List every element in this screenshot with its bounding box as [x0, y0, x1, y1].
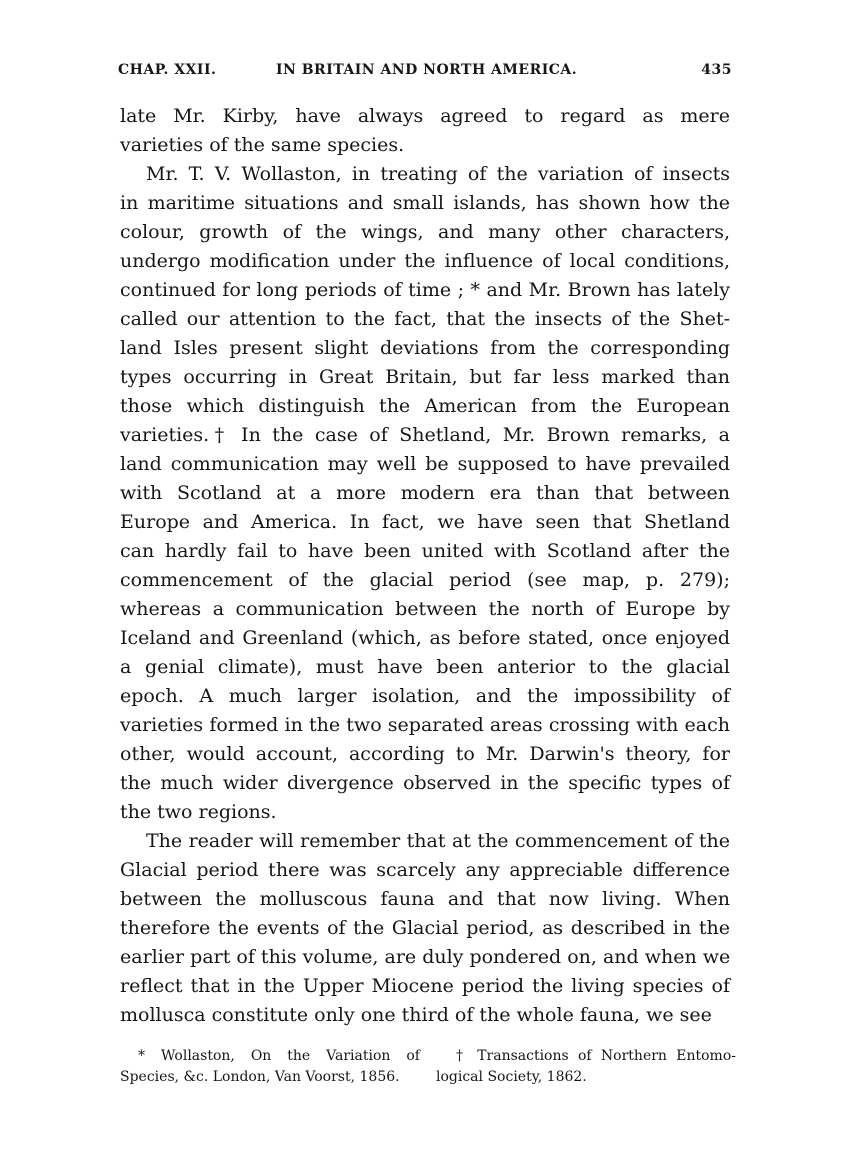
- footnote-transactions: [436, 1046, 736, 1088]
- text-line: Mr. T. V. Wollaston, in treating of the variation of insects: [146, 163, 730, 185]
- text-line: called our attention to the fact, that the insects of the Shet-: [120, 308, 730, 330]
- text-line: commencement of the glacial period (see map, p. 279);: [120, 569, 730, 591]
- text-line: therefore the events of the Glacial period, as described in the: [120, 917, 730, 939]
- paragraph: [120, 160, 730, 827]
- text-line: varieties of the same species.: [120, 134, 405, 156]
- text-line: land Isles present slight deviations from the corresponding: [120, 337, 730, 359]
- footnote-line: Species, &c. London, Van Voorst, 1856.: [120, 1069, 400, 1085]
- text-line: late Mr. Kirby, have always agreed to regard as mere: [120, 105, 730, 127]
- text-line: whereas a communication between the north of Europe by: [120, 598, 730, 620]
- text-line: undergo modification under the influence of local conditions,: [120, 250, 730, 272]
- chapter-label: CHAP. XXII.: [118, 62, 217, 78]
- text-line: those which distinguish the American from the European: [120, 395, 730, 417]
- text-line: Iceland and Greenland (which, as before stated, once enjoyed: [120, 627, 730, 649]
- text-line: types occurring in Great Britain, but far less marked than: [120, 366, 730, 388]
- text-line: the much wider divergence observed in the specific types of: [120, 772, 730, 794]
- text-line: reflect that in the Upper Miocene period the living species of: [120, 975, 730, 997]
- footnote-line: * Wollaston, On the Variation of: [138, 1048, 420, 1064]
- text-line: other, would account, according to Mr. Darwin's theory, for: [120, 743, 730, 765]
- text-line: earlier part of this volume, are duly pondered on, and when we: [120, 946, 731, 968]
- text-line: varieties.† In the case of Shetland, Mr. Brown remarks, a: [120, 424, 730, 446]
- text-line: between the molluscous fauna and that now living. When: [120, 888, 730, 910]
- text-line: varieties formed in the two separated areas crossing with each: [120, 714, 730, 736]
- text-line: with Scotland at a more modern era than that between: [120, 482, 730, 504]
- footnote-wollaston: [120, 1046, 420, 1088]
- text-line: epoch. A much larger isolation, and the impossibility of: [120, 685, 730, 707]
- paragraph: [120, 827, 730, 1030]
- running-head: [118, 62, 732, 86]
- text-line: colour, growth of the wings, and many other characters,: [120, 221, 730, 243]
- paragraph: [120, 102, 730, 160]
- text-line: Glacial period there was scarcely any appreciable difference: [120, 859, 730, 881]
- text-line: mollusca constitute only one third of the whole fauna, we see: [120, 1004, 712, 1026]
- text-line: a genial climate), must have been anterior to the glacial: [120, 656, 730, 678]
- footnote-line: † Transactions of Northern Entomo-: [456, 1048, 736, 1064]
- text-line: in maritime situations and small islands, has shown how the: [120, 192, 730, 214]
- body-text: [120, 102, 730, 1030]
- text-line: can hardly fail to have been united with Scotland after the: [120, 540, 730, 562]
- text-line: Europe and America. In fact, we have seen that Shetland: [120, 511, 730, 533]
- page-number: 435: [701, 62, 732, 78]
- text-line: The reader will remember that at the commencement of the: [146, 830, 730, 852]
- text-line: land communication may well be supposed to have prevailed: [120, 453, 730, 475]
- running-title: IN BRITAIN AND NORTH AMERICA.: [276, 62, 578, 78]
- text-line: the two regions.: [120, 801, 277, 823]
- footnote-line: logical Society, 1862.: [436, 1069, 587, 1085]
- text-line: continued for long periods of time ; * and Mr. Brown has lately: [120, 279, 730, 301]
